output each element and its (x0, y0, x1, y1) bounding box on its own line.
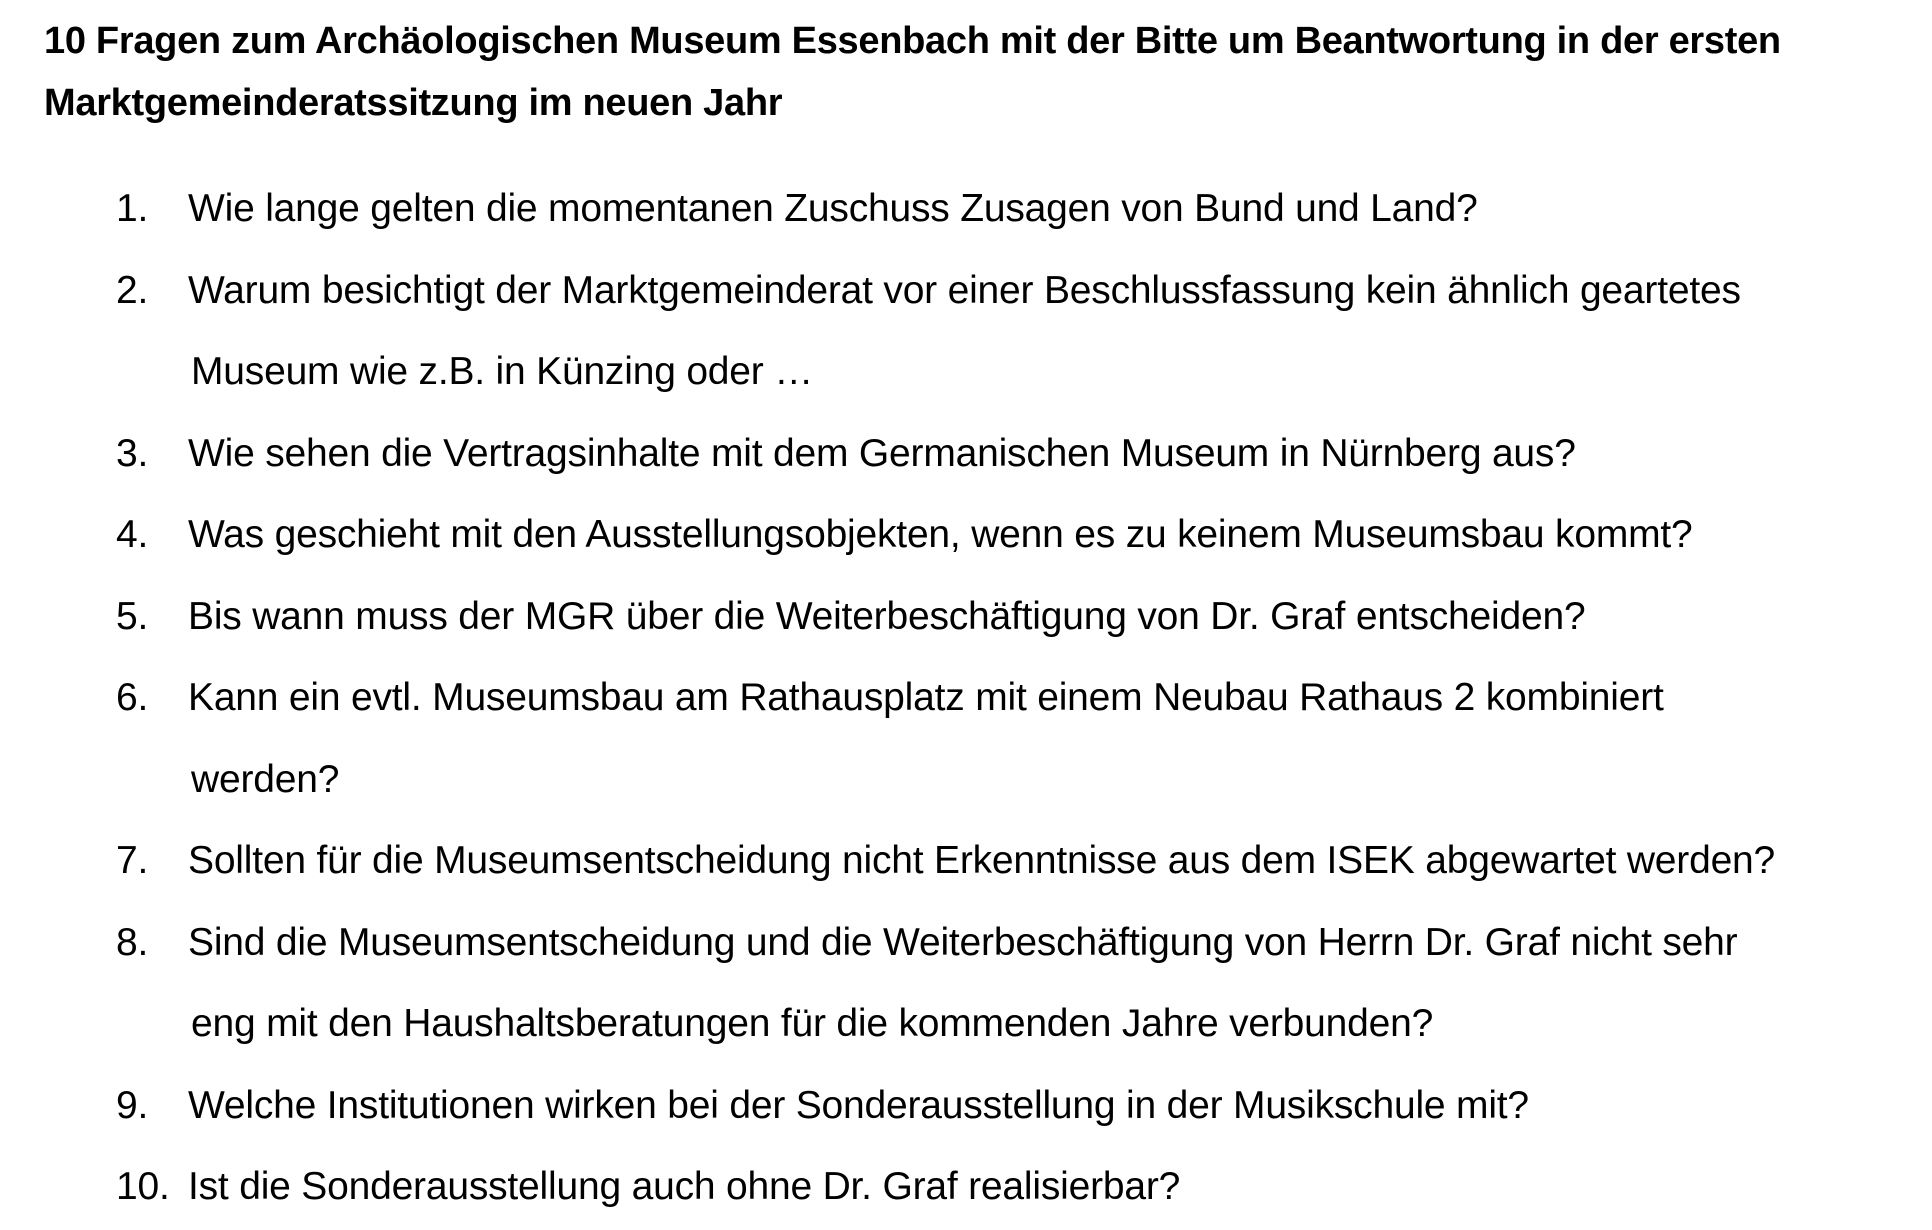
question-list (0, 168, 1932, 1228)
question-text: Sind die Museumsentscheidung und die Weiterbeschäftigung von Herrn Dr. Graf nicht sehr (188, 920, 1738, 964)
question-item-6 (0, 657, 1932, 820)
question-text: Sollten für die Museumsentscheidung nicht Erkenntnisse aus dem ISEK abgewartet werden? (188, 839, 1776, 882)
question-text: Warum besichtigt der Marktgemeinderat vor einer Beschlussfassung kein ähnlich geartetes (188, 268, 1741, 312)
question-text: Was geschieht mit den Ausstellungsobjekten, wenn es zu keinem Museumsbau kommt? (188, 513, 1693, 556)
question-item-2 (0, 250, 1932, 413)
question-text: Welche Institutionen wirken bei der Sonderausstellung in der Musikschule mit? (188, 1083, 1529, 1127)
question-text: Ist die Sonderausstellung auch ohne Dr. Graf realisierbar? (188, 1165, 1181, 1208)
question-number: 9. (116, 1083, 149, 1127)
heading-line-2: Marktgemeinderatssitzung im neuen Jahr (44, 82, 783, 124)
question-text-continuation: werden? (191, 757, 340, 801)
question-number: 6. (116, 676, 149, 719)
question-text: Wie sehen die Vertragsinhalte mit dem Germanischen Museum in Nürnberg aus? (188, 431, 1576, 475)
question-item-5 (0, 576, 1932, 658)
question-text: Bis wann muss der MGR über die Weiterbeschäftigung von Dr. Graf entscheiden? (188, 594, 1586, 638)
heading-line-1: 10 Fragen zum Archäologischen Museum Essenbach mit der Bitte um Beantwortung in der ersten (44, 20, 1781, 62)
question-number: 10. (116, 1165, 170, 1208)
question-item-3 (0, 413, 1932, 495)
question-text: Kann ein evtl. Museumsbau am Rathausplatz mit einem Neubau Rathaus 2 kombiniert (188, 676, 1664, 719)
question-item-7 (0, 820, 1932, 902)
question-item-1 (0, 168, 1932, 250)
question-item-10 (0, 1146, 1932, 1228)
question-number: 1. (116, 187, 149, 230)
question-number: 2. (116, 268, 149, 312)
document-heading (44, 10, 1904, 134)
question-number: 4. (116, 513, 149, 556)
question-text-continuation: eng mit den Haushaltsberatungen für die kommenden Jahre verbunden? (191, 1002, 1434, 1045)
question-number: 5. (116, 594, 149, 638)
question-text-continuation: Museum wie z.B. in Künzing oder … (191, 350, 814, 393)
question-item-9 (0, 1065, 1932, 1147)
question-item-4 (0, 494, 1932, 576)
question-text: Wie lange gelten die momentanen Zuschuss Zusagen von Bund und Land? (188, 187, 1478, 230)
question-number: 8. (116, 920, 149, 964)
question-number: 3. (116, 431, 149, 475)
question-item-8 (0, 902, 1932, 1065)
question-number: 7. (116, 839, 149, 882)
